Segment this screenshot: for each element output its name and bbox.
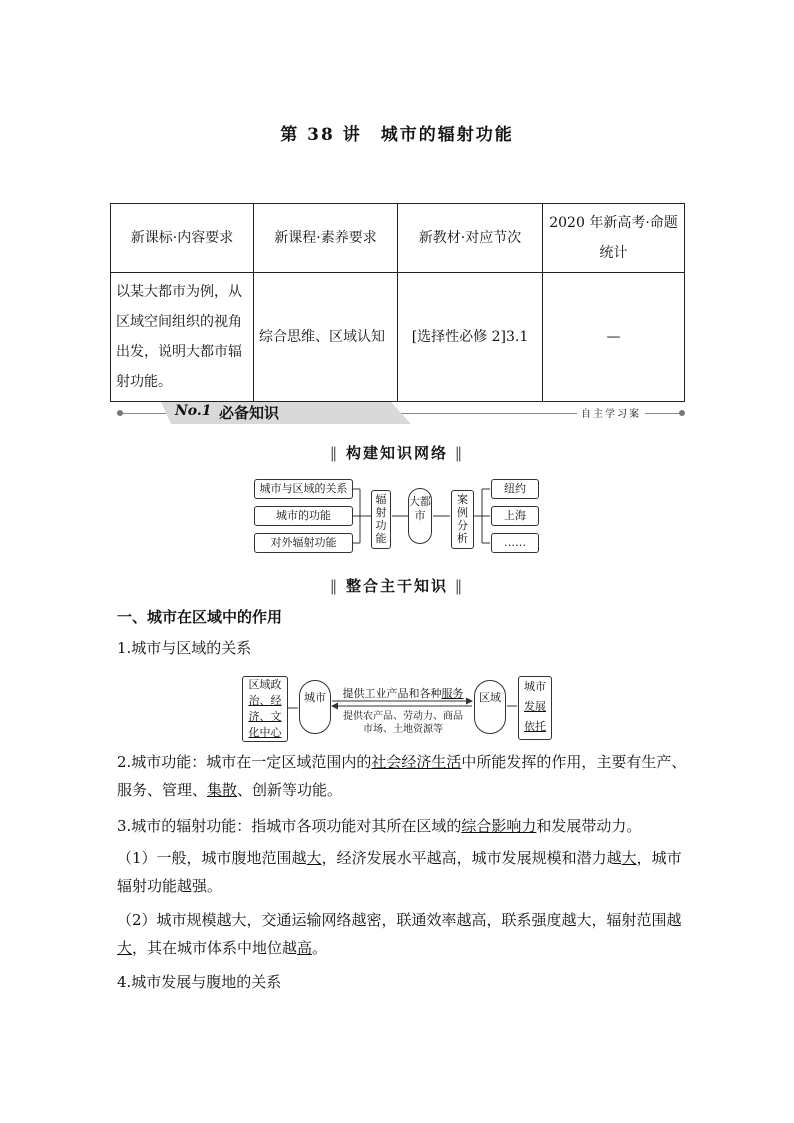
text: ，城市辐射功能越强。 [117, 849, 682, 895]
table-cell: [选择性必修 2]3.1 [398, 273, 543, 402]
text: ，其在城市体系中地位越 [132, 939, 298, 957]
map-node: 城市与区域的关系 [254, 479, 353, 499]
heading-1: 一、城市在区域中的作用 [117, 608, 283, 626]
map-node: 上海 [491, 506, 539, 526]
underlined-term: 社会经济生活 [371, 753, 462, 771]
region-node: 区域 [474, 680, 506, 734]
map-node-vertical: 辐射功能 [371, 490, 391, 549]
map-center-node: 大都市 [408, 488, 432, 544]
underlined-term: 大 [117, 939, 133, 957]
top-arrow-underline: 服务 [441, 687, 464, 700]
paragraph-point-1 [117, 844, 687, 900]
banner-dot [117, 410, 123, 416]
paragraph-point-2 [117, 906, 687, 962]
table-header-row [111, 204, 685, 273]
banner-dot [679, 410, 685, 416]
section-title: 构建知识网络 [345, 444, 448, 462]
table-row [111, 273, 685, 402]
underlined-term: 大 [306, 849, 322, 867]
text: （2）城市规模越大，交通运输网络越密，联通效率越高，联系强度越大，辐射范围越 [117, 911, 682, 929]
underlined-term: 大 [621, 849, 637, 867]
underlined-term: 综合影响力 [461, 817, 537, 835]
underlined-term: 集散 [207, 781, 238, 799]
banner-number: No.1 [175, 403, 212, 419]
region-centre-box [242, 676, 288, 742]
top-arrow-text: 提供工业产品和各种 [342, 687, 442, 700]
item-heading: 1.城市与区域的关系 [117, 639, 252, 657]
banner-title: 必备知识 [219, 404, 280, 422]
city-dev-line: 城市 [524, 680, 546, 693]
city-node: 城市 [299, 680, 331, 734]
text: 中所能发挥的作用，主要有生产、服务、管理、 [117, 753, 687, 799]
text: ，经济发展水平越高，城市发展规模和潜力越 [321, 849, 622, 867]
text: 。 [312, 939, 328, 957]
top-arrow-label [333, 686, 473, 702]
city-dev-line: 依托 [524, 720, 546, 733]
map-node: 对外辐射功能 [254, 533, 353, 553]
text: 和发展带动力。 [536, 817, 642, 835]
bottom-arrow-label [333, 710, 473, 736]
bar-icon: ‖ [329, 444, 346, 462]
text: （1）一般，城市腹地范围越 [117, 849, 307, 867]
table-header-cell: 新课程·素养要求 [254, 204, 398, 273]
region-centre-line: 济、文 [248, 710, 282, 723]
map-node: 城市的功能 [254, 506, 353, 526]
text: 2.城市功能：城市在一定区域范围内的 [117, 753, 372, 771]
banner-subtitle: 自主学习案 [577, 405, 645, 420]
bar-icon: ‖ [329, 577, 346, 595]
table-header-cell: 2020 年新高考·命题统计 [543, 204, 685, 273]
item-heading: 4.城市发展与腹地的关系 [117, 973, 282, 991]
table-header-cell: 新课标·内容要求 [111, 204, 254, 273]
section-heading [0, 442, 794, 463]
city-dev-line: 发展 [524, 700, 546, 713]
table-header-cell: 新教材·对应节次 [398, 204, 543, 273]
region-centre-line: 区域政 [248, 678, 282, 691]
map-node-vertical: 案例分析 [451, 490, 474, 549]
table-cell: 综合思维、区域认知 [254, 273, 398, 402]
bar-icon: ‖ [448, 577, 465, 595]
table-cell: — [543, 273, 685, 402]
region-centre-line: 治、经 [248, 694, 282, 707]
page-title: 第 38 讲 城市的辐射功能 [280, 125, 514, 145]
text: 3.城市的辐射功能：指城市各项功能对其所在区域的 [117, 817, 462, 835]
city-dev-box [518, 676, 552, 740]
paragraph-city-function [117, 748, 687, 804]
text: 、创新等功能。 [237, 781, 343, 799]
bar-icon: ‖ [448, 444, 465, 462]
paragraph-radiation [117, 812, 687, 840]
region-centre-line: 化中心 [248, 726, 282, 739]
table-cell: 以某大都市为例，从区域空间组织的视角出发，说明大都市辐射功能。 [111, 273, 254, 402]
underlined-term: 高 [297, 939, 313, 957]
bottom-arrow-line: 提供农产品、劳动力、商品 [343, 711, 463, 722]
section-title: 整合主干知识 [345, 577, 448, 595]
bottom-arrow-line: 市场、土地资源等 [363, 724, 443, 735]
map-node: 纽约 [491, 479, 539, 499]
section-heading [0, 575, 794, 596]
requirements-table [110, 203, 685, 402]
section-banner [117, 402, 685, 424]
map-node: …… [491, 533, 539, 553]
